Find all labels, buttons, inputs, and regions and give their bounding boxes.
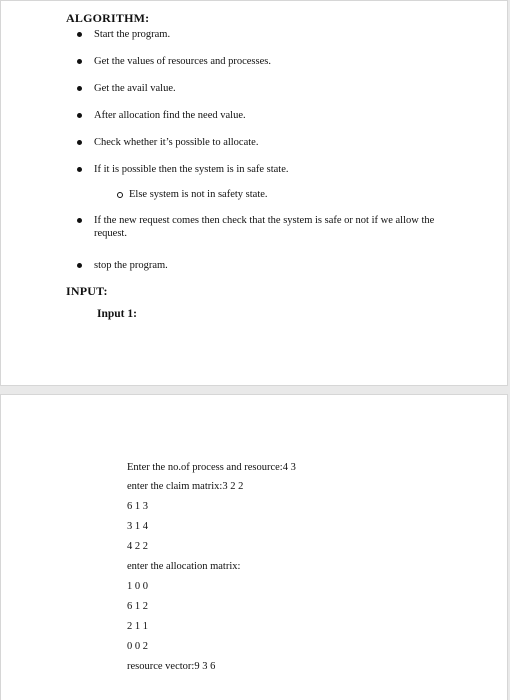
input-label: Input 1: [97,308,137,320]
algorithm-step-text: Get the values of resources and processes. [94,56,271,67]
console-line: Enter the no.of process and resource:4 3 [127,462,296,473]
algorithm-step-text: Start the program. [94,29,171,40]
console-line: 6 1 2 [127,601,148,612]
bullet-icon [77,167,82,172]
console-line: 6 1 3 [127,501,148,512]
bullet-icon [77,59,82,64]
console-line: enter the claim matrix:3 2 2 [127,481,244,492]
hollow-bullet-icon [117,192,123,198]
bullet-icon [77,32,82,37]
document-page-2 [0,394,508,700]
algorithm-heading: ALGORITHM: [66,11,150,25]
algorithm-sub-step-text: Else system is not in safety state. [129,189,268,200]
console-line: 1 0 0 [127,581,148,592]
bullet-icon [77,218,82,223]
input-heading: INPUT: [66,284,108,298]
algorithm-step-text: Get the avail value. [94,83,176,94]
algorithm-step-text: If it is possible then the system is in safe state. [94,164,289,175]
algorithm-step-text: Check whether it’s possible to allocate. [94,137,259,148]
console-line: 3 1 4 [127,521,148,532]
bullet-icon [77,113,82,118]
bullet-icon [77,263,82,268]
console-line: 2 1 1 [127,621,148,632]
console-line: 0 0 2 [127,641,148,652]
bullet-icon [77,86,82,91]
console-line: resource vector:9 3 6 [127,661,216,672]
console-line: enter the allocation matrix: [127,561,241,572]
console-line: 4 2 2 [127,541,148,552]
algorithm-step-text: If the new request comes then check that the system is safe or not if we allow the request. [94,215,435,239]
algorithm-step-text: stop the program. [94,260,168,271]
algorithm-step-text: After allocation find the need value. [94,110,246,121]
bullet-icon [77,140,82,145]
